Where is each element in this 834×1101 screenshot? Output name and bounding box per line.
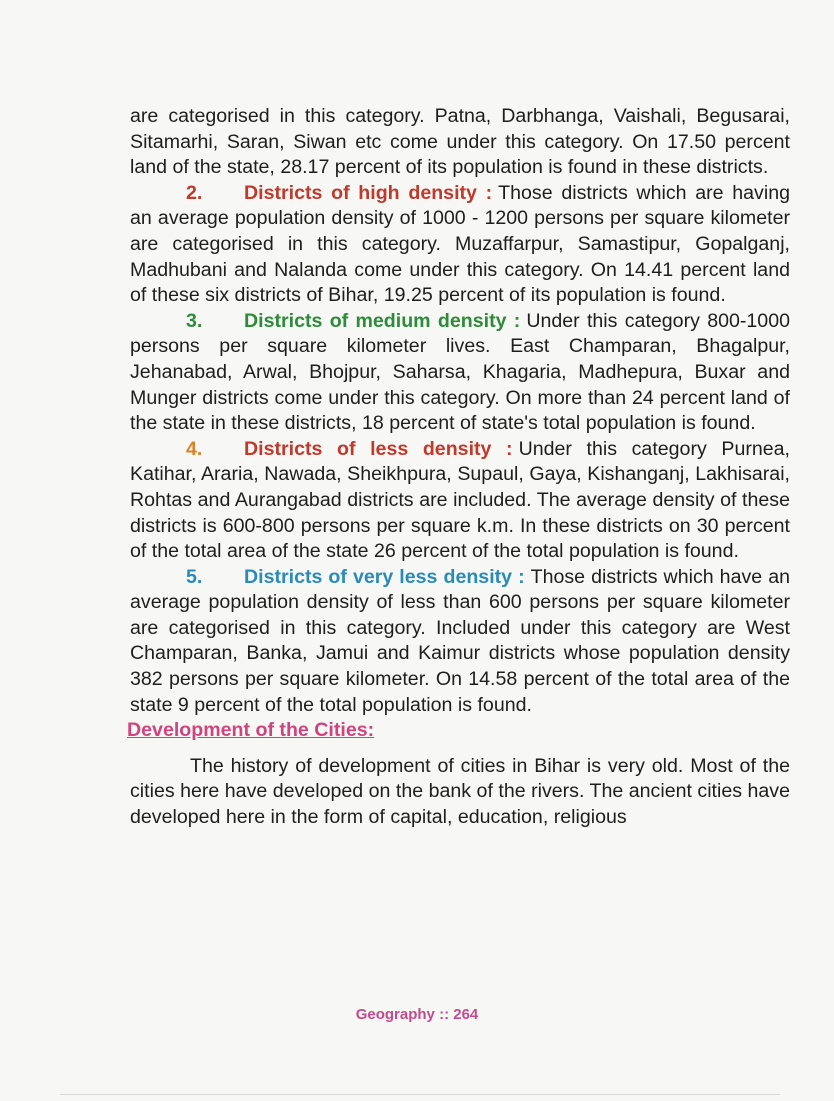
item-number: 2.: [186, 181, 203, 204]
item-heading: Districts of very less density :: [244, 565, 525, 588]
item-heading: Districts of medium density :: [244, 309, 521, 332]
list-item-very-less-density: [130, 565, 790, 719]
item-text: Under this category 800-1000 persons per square kilometer lives. East Champaran, Bhagalpur, Jehanabad, Arwal, Bhojpur, Saharsa, Khagaria, Madhepura, Buxar and Munger districts come under this category. On more than 24 percent land of the state in these districts, 18 percent of state's total population is found.: [130, 309, 790, 435]
item-heading: Districts of high density :: [244, 181, 493, 204]
list-item-high-density: [130, 181, 790, 309]
paragraph-intro: are categorised in this category. Patna, Darbhanga, Vaishali, Begusarai, Sitamarhi, Saran, Siwan etc come under this category. On 17.50 percent land of the state, 28.17 percent of its population is found in these districts.: [130, 105, 790, 179]
item-text: Those districts which are having an average population density of 1000 - 1200 persons per square kilometer are categorised in this category. Muzaffarpur, Samastipur, Gopalganj, Madhubani and Nalanda come under this category. On 14.41 percent land of these six districts of Bihar, 19.25 percent of its population is found.: [130, 181, 790, 307]
item-number: 4.: [186, 437, 203, 460]
item-heading: Districts of less density :: [244, 437, 513, 460]
item-text: Under this category Purnea, Katihar, Araria, Nawada, Sheikhpura, Supaul, Gaya, Kishanganj, Lakhisarai, Rohtas and Aurangabad districts are included. The average density of these districts is 600-800 persons per square k.m. In these districts on 30 percent of the total area of the state 26 percent of the total population is found.: [130, 437, 790, 563]
paragraph-cities: The history of development of cities in Bihar is very old. Most of the cities here have developed on the bank of the rivers. The ancient cities have developed here in the form of capital, education, religious: [130, 754, 790, 829]
list-item-less-density: [130, 437, 790, 565]
item-text: Those districts which have an average population density of less than 600 persons per square kilometer are categorised in this category. Included under this category are West Champaran, Banka, Jamui and Kaimur districts whose population density 382 persons per square kilometer. On 14.58 percent of the total area of the state 9 percent of the total population is found.: [130, 565, 790, 716]
item-number: 3.: [186, 309, 203, 332]
page-footer: Geography :: 264: [355, 1006, 479, 1023]
section-heading: Development of the Cities:: [127, 719, 375, 742]
page-edge-divider: [60, 1094, 780, 1095]
body-text: [127, 104, 790, 831]
item-number: 5.: [186, 565, 203, 588]
list-item-medium-density: [130, 309, 790, 437]
